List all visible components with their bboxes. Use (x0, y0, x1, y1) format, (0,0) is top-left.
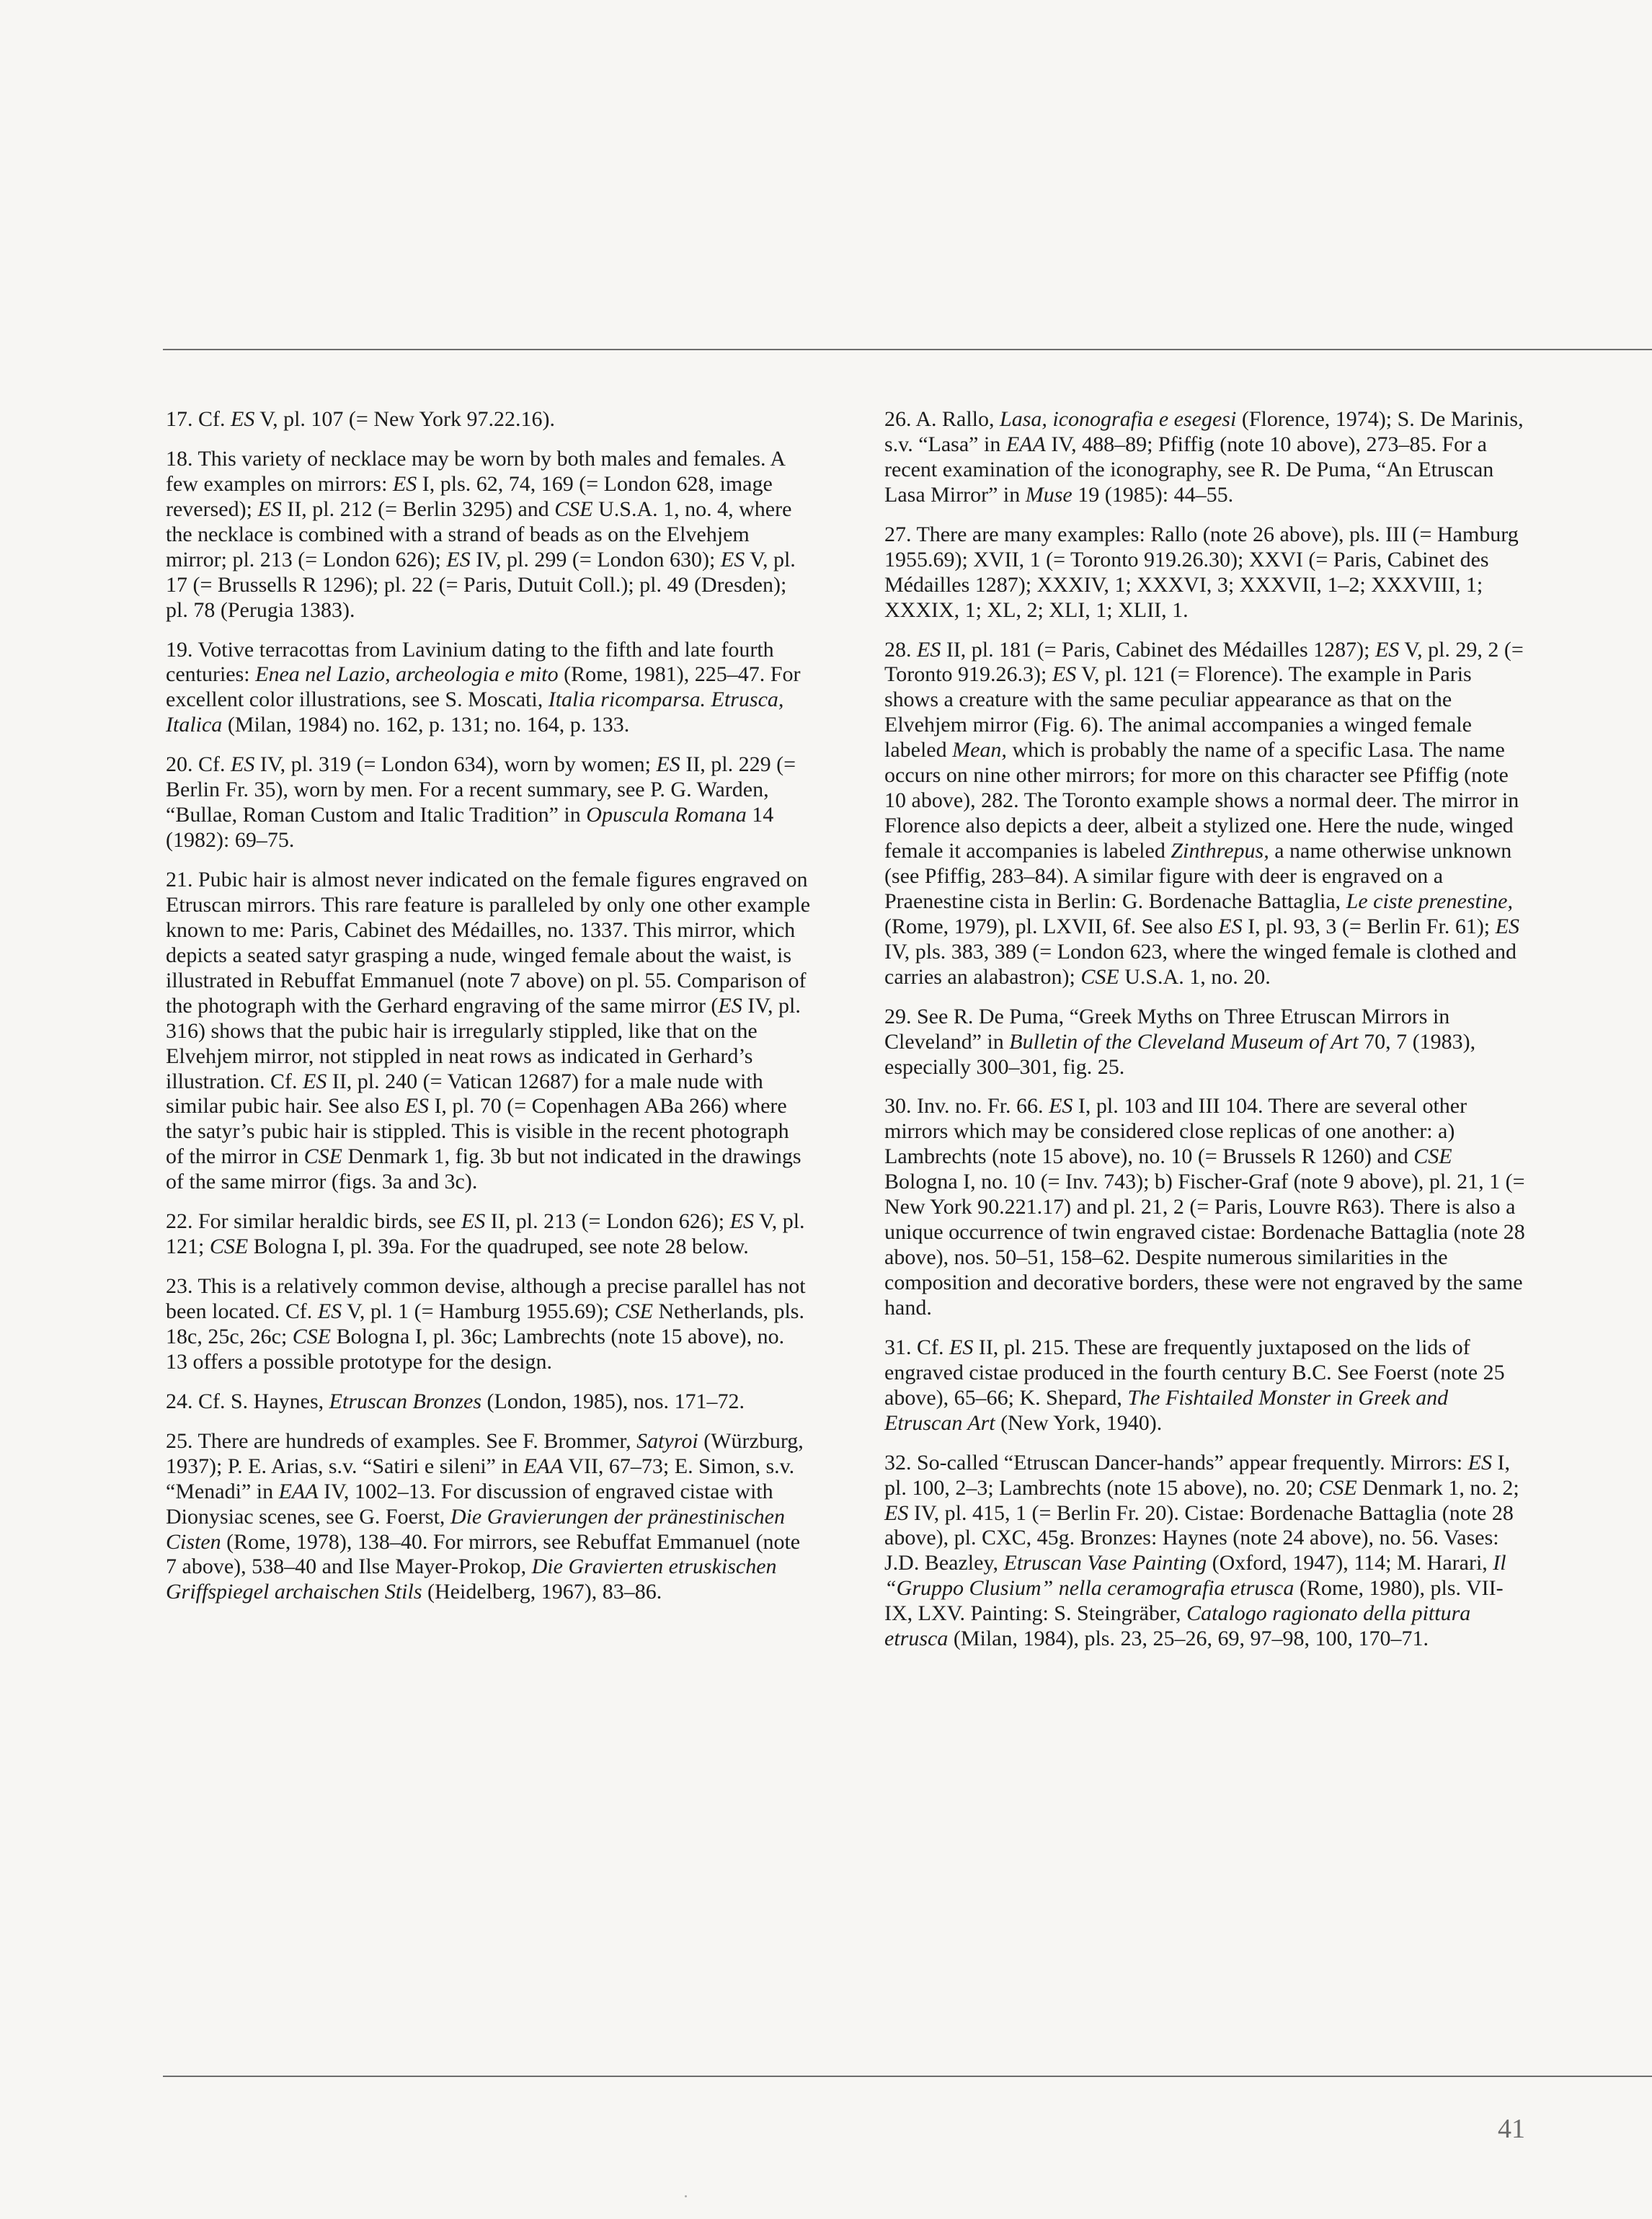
footnote-32: 32. So-called “Etruscan Dancer-hands” appear frequently. Mirrors: ES I, pl. 100, 2–3; Lambrechts (note 15 above), no. 20; CSE Denmark 1, no. 2; ES IV, pl. 415, 1 (= Berlin Fr. 20). Cistae: Bordenache Battaglia (note 28 above), pl. CXC, 45g. Bronzes: Haynes (note 24 above), no. 56. Vases: J.D. Beazley, Etruscan Vase Painting (Oxford, 1947), 114; M. Harari, Il “Gruppo Clusium” nella ceramografia etrusca (Rome, 1980), pls. VII-IX, LXV. Painting: S. Steingräber, Catalogo ragionato della pittura etrusca (Milan, 1984), pls. 23, 25–26, 69, 97–98, 100, 170–71. (884, 1450, 1519, 1651)
footnote-24: 24. Cf. S. Haynes, Etruscan Bronzes (London, 1985), nos. 171–72. (166, 1389, 745, 1413)
footnote-28: 28. ES II, pl. 181 (= Paris, Cabinet des Médailles 1287); ES V, pl. 29, 2 (= Toronto 919.26.3); ES V, pl. 121 (= Florence). The example in Paris shows a creature with the same peculiar appearance as that on the Elvehjem mirror (Fig. 6). The animal accompanies a winged female labeled Mean, which is probably the name of a specific Lasa. The name occurs on nine other mirrors; for more on this character see Pfiffig (note 10 above), 282. The Toronto example shows a normal deer. The mirror in Florence also depicts a deer, albeit a stylized one. Here the nude, winged female it accompanies is labeled Zinthrepus, a name otherwise unknown (see Pfiffig, 283–84). A similar figure with deer is engraved on a Praenestine cista in Berlin: G. Bordenache Battaglia, Le ciste prenestine, (Rome, 1979), pl. LXVII, 6f. See also ES I, pl. 93, 3 (= Berlin Fr. 61); ES IV, pls. 383, 389 (= London 623, where the winged female is clothed and carries an alabastron); CSE U.S.A. 1, no. 20. (884, 637, 1524, 989)
footnote-23: 23. This is a relatively common devise, although a precise parallel has not been located. Cf. ES V, pl. 1 (= Hamburg 1955.69); CSE Netherlands, pls. 18c, 25c, 26c; CSE Bologna I, pl. 36c; Lambrechts (note 15 above), no. 13 offers a possible prototype for the design. (166, 1274, 806, 1374)
scan-speck (685, 2195, 687, 2197)
footnote-22: 22. For similar heraldic birds, see ES II, pl. 213 (= London 626); ES V, pl. 121; CSE Bologna I, pl. 39a. For the quadruped, see note 28 below. (166, 1209, 805, 1259)
footnote-30: 30. Inv. no. Fr. 66. ES I, pl. 103 and III 104. There are several other mirrors which may be considered close replicas of one another: a) Lambrechts (note 15 above), no. 10 (= Brussels R 1260) and CSE Bologna I, no. 10 (= Inv. 743); b) Fischer-Graf (note 9 above), pl. 21, 1 (= New York 90.221.17) and pl. 21, 2 (= Paris, Louvre R63). There is also a unique occurrence of twin engraved cistae: Bordenache Battaglia (note 28 above), nos. 50–51, 158–62. Despite numerous similarities in the composition and decorative borders, these were not engraved by the same hand. (884, 1094, 1525, 1320)
footnote-29: 29. See R. De Puma, “Greek Myths on Three Etruscan Mirrors in Cleveland” in Bulletin of the Cleveland Museum of Art 70, 7 (1983), especially 300–301, fig. 25. (884, 1004, 1476, 1079)
page-number: 41 (1498, 2114, 1525, 2144)
footnote-25: 25. There are hundreds of examples. See F. Brommer, Satyroi (Würzburg, 1937); P. E. Arias, s.v. “Satiri e sileni” in EAA VII, 67–73; E. Simon, s.v. “Menadi” in EAA IV, 1002–13. For discussion of engraved cistae with Dionysiac scenes, see G. Foerst, Die Gravierungen der pränestinischen Cisten (Rome, 1978), 138–40. For mirrors, see Rebuffat Emmanuel (note 7 above), 538–40 and Ilse Mayer-Prokop, Die Gravierten etruskischen Griffspiegel archaischen Stils (Heidelberg, 1967), 83–86. (166, 1428, 804, 1604)
footnote-26: 26. A. Rallo, Lasa, iconografia e esegesi (Florence, 1974); S. De Marinis, s.v. “Lasa” in EAA IV, 488–89; Pfiffig (note 10 above), 273–85. For a recent examination of the iconography, see R. De Puma, “An Etruscan Lasa Mirror” in Muse 19 (1985): 44–55. (884, 407, 1524, 507)
footnotes-right-column (884, 407, 1529, 1666)
footnote-21: 21. Pubic hair is almost never indicated on the female figures engraved on Etruscan mirrors. This rare feature is paralleled by only one other example known to me: Paris, Cabinet des Médailles, no. 1337. This mirror, which depicts a seated satyr grasping a nude, winged female about the waist, is illustrated in Rebuffat Emmanuel (note 7 above) on pl. 55. Comparison of the photograph with the Gerhard engraving of the same mirror (ES IV, pl. 316) shows that the pubic hair is irregularly stippled, like that on the Elvehjem mirror, not stippled in neat rows as indicated in Gerhard’s illustration. Cf. ES II, pl. 240 (= Vatican 12687) for a male nude with similar pubic hair. See also ES I, pl. 70 (= Copenhagen ABa 266) where the satyr’s pubic hair is stippled. This is visible in the recent photograph of the mirror in CSE Denmark 1, fig. 3b but not indicated in the drawings of the same mirror (figs. 3a and 3c). (166, 868, 811, 1194)
footnote-31: 31. Cf. ES II, pl. 215. These are frequently juxtaposed on the lids of engraved cistae produced in the fourth century B.C. See Foerst (note 25 above), 65–66; K. Shepard, The Fishtailed Monster in Greek and Etruscan Art (New York, 1940). (884, 1335, 1505, 1435)
footnote-18: 18. This variety of necklace may be worn by both males and females. A few examples on mirrors: ES I, pls. 62, 74, 169 (= London 628, image reversed); ES II, pl. 212 (= Berlin 3295) and CSE U.S.A. 1, no. 4, where the necklace is combined with a strand of beads as on the Elvehjem mirror; pl. 213 (= London 626); ES IV, pl. 299 (= London 630); ES V, pl. 17 (= Brussells R 1296); pl. 22 (= Paris, Dutuit Coll.); pl. 49 (Dresden); pl. 78 (Perugia 1383). (166, 446, 796, 622)
footnote-17: 17. Cf. ES V, pl. 107 (= New York 97.22.16). (166, 407, 556, 431)
top-rule (163, 349, 1652, 350)
footnotes-left-column (166, 407, 811, 1619)
bottom-rule (163, 2076, 1652, 2077)
footnote-19: 19. Votive terracottas from Lavinium dating to the fifth and late fourth centuries: Enea nel Lazio, archeologia e mito (Rome, 1981), 225–47. For excellent color illustrations, see S. Moscati, Italia ricomparsa. Etrusca, Italica (Milan, 1984) no. 162, p. 131; no. 164, p. 133. (166, 637, 801, 737)
footnote-20: 20. Cf. ES IV, pl. 319 (= London 634), worn by women; ES II, pl. 229 (= Berlin Fr. 35), worn by men. For a recent summary, see P. G. Warden, “Bullae, Roman Custom and Italic Tradition” in Opuscula Romana 14 (1982): 69–75. (166, 752, 796, 853)
footnote-27: 27. There are many examples: Rallo (note 26 above), pls. III (= Hamburg 1955.69); XVII, 1 (= Toronto 919.26.30); XXVI (= Paris, Cabinet des Médailles 1287); XXXIV, 1; XXXVI, 3; XXXVII, 1–2; XXXVIII, 1; XXXIX, 1; XL, 2; XLI, 1; XLII, 1. (884, 522, 1519, 622)
